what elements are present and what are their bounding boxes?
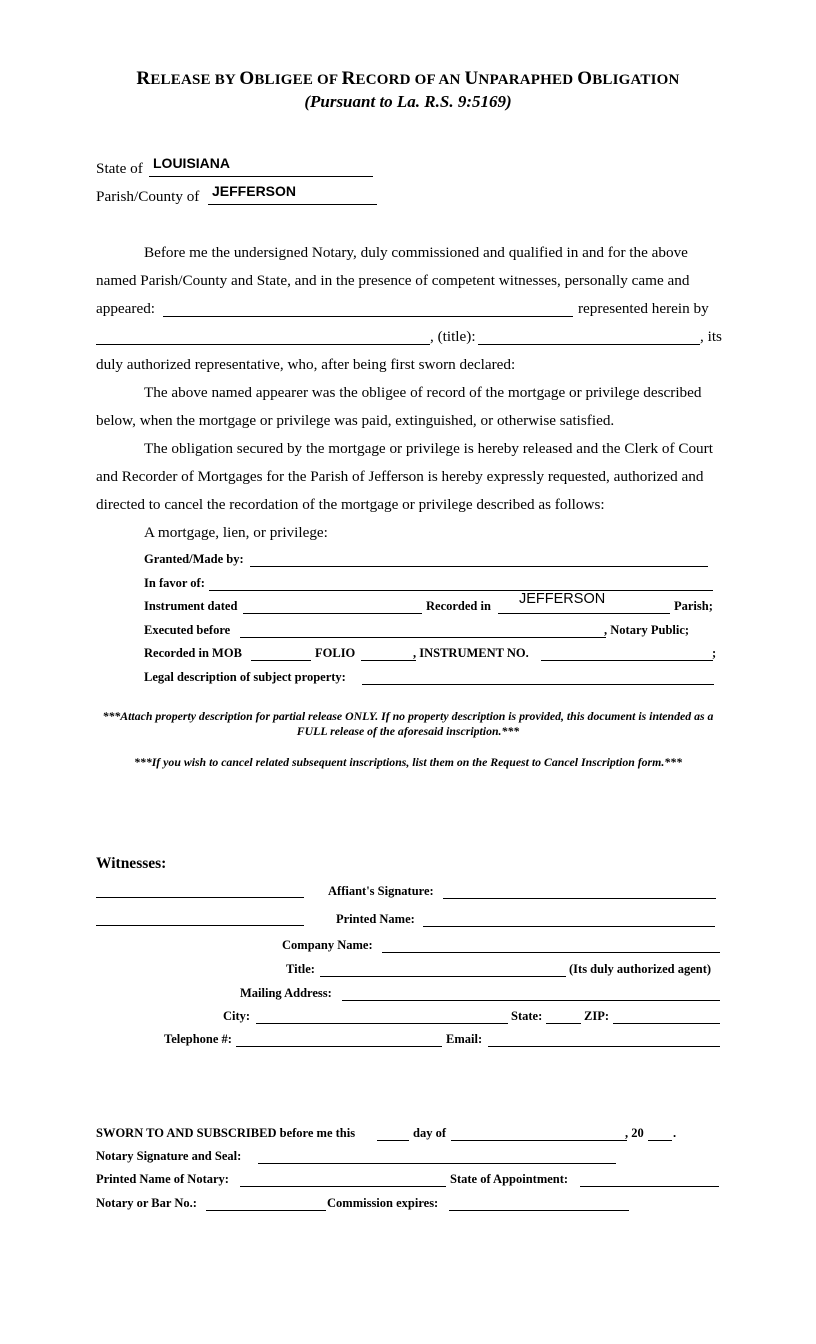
title-field-line[interactable] bbox=[478, 344, 700, 345]
legal-description-field-line[interactable] bbox=[362, 684, 714, 685]
state-value[interactable]: LOUISIANA bbox=[153, 155, 230, 171]
p3-line2: and Recorder of Mortgages for the Parish of Jefferson is hereby expressly requested, authorized and bbox=[96, 468, 704, 485]
sworn-month-line[interactable] bbox=[451, 1140, 627, 1141]
commission-expires-label: Commission expires: bbox=[327, 1196, 439, 1210]
parish-suffix: Parish; bbox=[674, 599, 713, 613]
p3-line3: directed to cancel the recordation of the mortgage or privilege described as follows: bbox=[96, 496, 605, 513]
state-appointment-line[interactable] bbox=[580, 1186, 719, 1187]
city-line[interactable] bbox=[256, 1023, 508, 1024]
company-name-line[interactable] bbox=[382, 952, 720, 953]
granted-by-label: Granted/Made by: bbox=[144, 552, 244, 566]
p2-line1: The above named appearer was the obligee of record of the mortgage or privilege described bbox=[144, 384, 702, 401]
notary-public-label: , Notary Public; bbox=[604, 623, 690, 637]
title-suffix: (Its duly authorized agent) bbox=[569, 962, 712, 976]
zip-label: ZIP: bbox=[584, 1009, 609, 1023]
notary-bar-no-label: Notary or Bar No.: bbox=[96, 1196, 197, 1210]
instrument-dated-label: Instrument dated bbox=[144, 599, 238, 613]
sworn-year-line[interactable] bbox=[648, 1140, 672, 1141]
telephone-line[interactable] bbox=[236, 1046, 442, 1047]
sworn-day-line[interactable] bbox=[377, 1140, 409, 1141]
witness1-signature-line[interactable] bbox=[96, 897, 304, 898]
affiant-signature-label: Affiant's Signature: bbox=[328, 884, 434, 898]
executed-before-field-line[interactable] bbox=[240, 637, 606, 638]
granted-by-field-line[interactable] bbox=[250, 566, 708, 567]
in-favor-of-field-line[interactable] bbox=[209, 590, 713, 591]
state-label-witness: State: bbox=[511, 1009, 543, 1023]
parish-field-line[interactable] bbox=[208, 204, 377, 205]
state-field-line[interactable] bbox=[149, 176, 373, 177]
notary-signature-line[interactable] bbox=[258, 1163, 616, 1164]
p1-its: , its bbox=[700, 328, 722, 345]
email-label: Email: bbox=[446, 1032, 483, 1046]
mailing-address-line[interactable] bbox=[342, 1000, 720, 1001]
printed-name-label: Printed Name: bbox=[336, 912, 415, 926]
sworn-period: . bbox=[673, 1126, 677, 1140]
mailing-address-label: Mailing Address: bbox=[240, 986, 332, 1000]
legal-description-label: Legal description of subject property: bbox=[144, 670, 346, 684]
p1-represented: represented herein by bbox=[578, 300, 709, 317]
instrument-no-label: , INSTRUMENT NO. bbox=[413, 646, 529, 660]
p1-line1: Before me the undersigned Notary, duly commissioned and qualified in and for the above bbox=[144, 244, 688, 261]
witnesses-heading: Witnesses: bbox=[96, 855, 167, 872]
witness2-signature-line[interactable] bbox=[96, 925, 304, 926]
state-appointment-label: State of Appointment: bbox=[450, 1172, 569, 1186]
mortgage-intro: A mortgage, lien, or privilege: bbox=[144, 524, 328, 541]
state-line[interactable] bbox=[546, 1023, 581, 1024]
document-title: RELEASE BY OBLIGEE OF RECORD OF AN UNPARAPHED OBLIGATION bbox=[136, 68, 680, 89]
document-subtitle: (Pursuant to La. R.S. 9:5169) bbox=[304, 92, 512, 111]
commission-expires-line[interactable] bbox=[449, 1210, 629, 1211]
p2-line2: below, when the mortgage or privilege was paid, extinguished, or otherwise satisfied. bbox=[96, 412, 615, 429]
p1-line2: named Parish/County and State, and in the presence of competent witnesses, personally came and bbox=[96, 272, 690, 289]
instrument-dated-field-line[interactable] bbox=[243, 613, 422, 614]
p1-line5: duly authorized representative, who, after being first sworn declared: bbox=[96, 356, 516, 373]
telephone-label: Telephone #: bbox=[164, 1032, 232, 1046]
parish-label: Parish/County of bbox=[96, 188, 200, 205]
representative-field-line[interactable] bbox=[96, 344, 430, 345]
affiant-signature-line[interactable] bbox=[443, 898, 716, 899]
appearer-field-line[interactable] bbox=[163, 316, 573, 317]
notary-printed-name-label: Printed Name of Notary: bbox=[96, 1172, 229, 1186]
day-of-label: day of bbox=[413, 1126, 446, 1140]
folio-label: FOLIO bbox=[315, 646, 356, 660]
parish-value[interactable]: JEFFERSON bbox=[212, 183, 297, 199]
instrument-no-semicolon: ; bbox=[712, 646, 717, 660]
recorded-in-field-line[interactable] bbox=[498, 613, 670, 614]
p1-title: , (title): bbox=[430, 328, 476, 345]
notary-signature-label: Notary Signature and Seal: bbox=[96, 1149, 242, 1163]
instrument-no-field-line[interactable] bbox=[541, 660, 713, 661]
sworn-label: SWORN TO AND SUBSCRIBED before me this bbox=[96, 1126, 356, 1140]
recorded-in-label: Recorded in bbox=[426, 599, 491, 613]
in-favor-of-label: In favor of: bbox=[144, 576, 205, 590]
partial-release-note: ***Attach property description for partial release ONLY. If no property description is provided, this document is intended as a FULL release of the aforesaid inscription.*** bbox=[102, 709, 714, 738]
email-line[interactable] bbox=[488, 1046, 720, 1047]
company-name-label: Company Name: bbox=[282, 938, 373, 952]
title-label: Title: bbox=[286, 962, 315, 976]
p3-line1: The obligation secured by the mortgage or privilege is hereby released and the Clerk of Court bbox=[144, 440, 713, 457]
zip-line[interactable] bbox=[613, 1023, 720, 1024]
p1-appeared: appeared: bbox=[96, 300, 156, 317]
executed-before-label: Executed before bbox=[144, 623, 231, 637]
recorded-mob-label: Recorded in MOB bbox=[144, 646, 242, 660]
printed-name-line[interactable] bbox=[423, 926, 715, 927]
folio-field-line[interactable] bbox=[361, 660, 416, 661]
state-label: State of bbox=[96, 160, 143, 177]
mob-field-line[interactable] bbox=[251, 660, 311, 661]
city-label: City: bbox=[223, 1009, 251, 1023]
title-line[interactable] bbox=[320, 976, 566, 977]
notary-printed-name-line[interactable] bbox=[240, 1186, 446, 1187]
recorded-in-value[interactable]: JEFFERSON bbox=[519, 591, 606, 607]
year-prefix: , 20 bbox=[625, 1126, 644, 1140]
notary-bar-no-line[interactable] bbox=[206, 1210, 326, 1211]
subsequent-inscriptions-note: ***If you wish to cancel related subsequent inscriptions, list them on the Request to Cancel Inscription form.*** bbox=[134, 755, 682, 769]
